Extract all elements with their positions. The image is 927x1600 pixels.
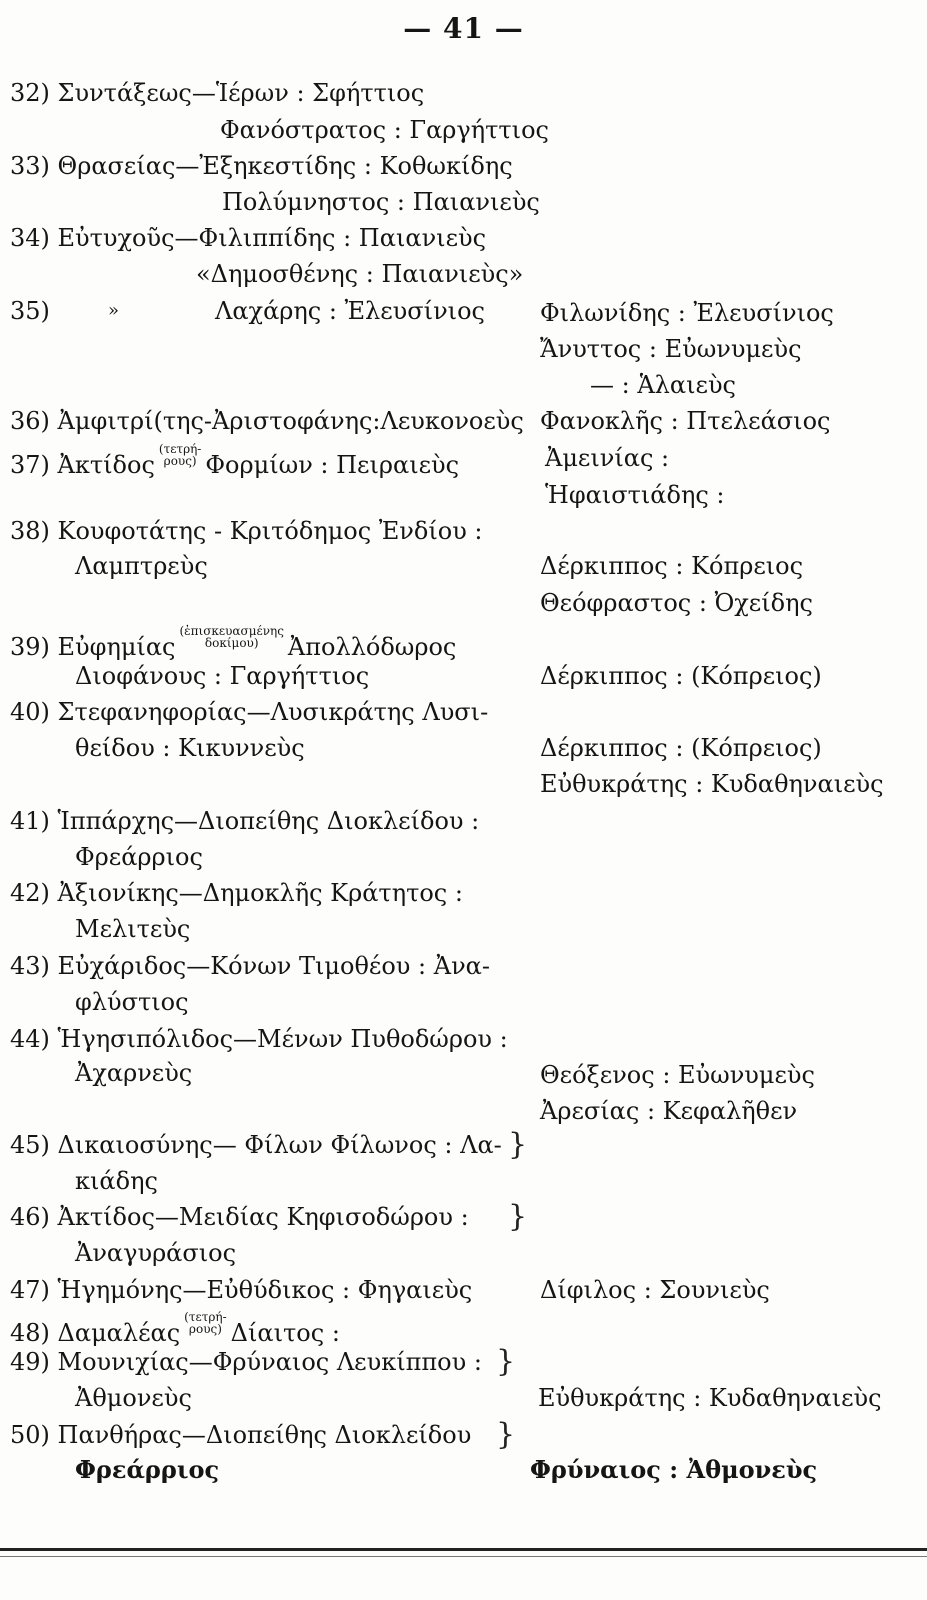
entry-49-line-1: 49) Μουνιχίας—Φρύναιος Λευκίππου : bbox=[10, 1348, 482, 1376]
entry-35-right-2: Ἄνυττος : Εὐωνυμεὺς bbox=[540, 335, 802, 363]
entry-40-line-2: θείδου : Κικυννεὺς bbox=[75, 734, 305, 762]
brace-49: } bbox=[496, 1344, 516, 1379]
entry-35-right-3: — : Ἁλαιεὺς bbox=[590, 371, 736, 399]
entry-44-right-1: Θεόξενος : Εὐωνυμεὺς bbox=[540, 1061, 815, 1089]
entry-33-line-1: 33) Θρασείας—Ἐξηκεστίδης : Κοθωκίδης bbox=[10, 152, 513, 180]
entry-39-line-1 bbox=[10, 625, 456, 662]
entry-39-right: Δέρκιππος : (Κόπρειος) bbox=[540, 662, 822, 690]
entry-35-line-1: Λαχάρης : Ἐλευσίνιος bbox=[215, 297, 485, 325]
bottom-rule-thin bbox=[0, 1556, 927, 1557]
entry-45-line-2: κιάδης bbox=[75, 1167, 158, 1195]
entry-43-line-1: 43) Εὐχάριδος—Κόνων Τιμοθέου : Ἀνα- bbox=[10, 952, 490, 980]
entry-48-superscript: (τετρή- ρους) bbox=[184, 1310, 227, 1336]
entry-37-line-1 bbox=[10, 443, 459, 480]
entry-37-name: Φορμίων : Πειραιεὺς bbox=[205, 451, 460, 479]
entry-40-line-1: 40) Στεφανηφορίας—Λυσικράτης Λυσι- bbox=[10, 698, 489, 726]
entry-35-right-1: Φιλωνίδης : Ἐλευσίνιος bbox=[540, 299, 834, 327]
entry-41-line-1: 41) Ἱππάρχης—Διοπείθης Διοκλείδου : bbox=[10, 807, 480, 835]
entry-35-ditto-mark: » bbox=[108, 300, 120, 321]
entry-48-title: 48) Δαμαλέας bbox=[10, 1319, 181, 1347]
entry-37-right-2: Ἡφαιστιάδης : bbox=[545, 481, 725, 509]
entry-50-right: Φρύναιος : Ἀθμονεὺς bbox=[530, 1455, 818, 1484]
entry-49-line-2: Ἀθμονεὺς bbox=[75, 1384, 192, 1412]
entry-34-line-2: «Δημοσθένης : Παιανιεὺς» bbox=[196, 260, 524, 288]
entry-37-right-1: Ἀμεινίας : bbox=[545, 444, 670, 472]
brace-46: } bbox=[508, 1199, 528, 1234]
entry-39-line-2: Διοφάνους : Γαργήττιος bbox=[75, 662, 370, 690]
entry-46-line-2: Ἀναγυράσιος bbox=[75, 1239, 237, 1267]
entry-47-right: Δίφιλος : Σουνιεὺς bbox=[540, 1276, 770, 1304]
entry-36-right: Φανοκλῆς : Πτελεάσιος bbox=[540, 407, 831, 435]
entry-32-line-2: Φανόστρατος : Γαργήττιος bbox=[220, 116, 549, 144]
entry-38-line-1: 38) Κουφοτάτης - Κριτόδημος Ἐνδίου : bbox=[10, 517, 483, 545]
entry-50-line-2: Φρεάρριος bbox=[75, 1455, 220, 1484]
entry-42-line-1: 42) Ἀξιονίκης—Δημοκλῆς Κράτητος : bbox=[10, 879, 463, 907]
entry-32-line-1: 32) Συντάξεως—Ἱέρων : Σφήττιος bbox=[10, 79, 425, 107]
entry-48-line-1 bbox=[10, 1311, 340, 1348]
entry-48-name: Δίαιτος : bbox=[230, 1319, 340, 1347]
entry-43-line-2: φλύστιος bbox=[75, 988, 189, 1016]
entry-41-line-2: Φρεάρριος bbox=[75, 843, 203, 871]
entry-50-line-1: 50) Πανθήρας—Διοπείθης Διοκλείδου bbox=[10, 1421, 472, 1449]
entry-39-title: 39) Εὐφημίας bbox=[10, 633, 176, 661]
brace-50: } bbox=[496, 1417, 516, 1452]
entry-34-line-1: 34) Εὐτυχοῦς—Φιλιππίδης : Παιανιεὺς bbox=[10, 224, 487, 252]
entry-40-right-2: Εὐθυκράτης : Κυδαθηναιεὺς bbox=[540, 770, 884, 798]
brace-45: } bbox=[508, 1127, 528, 1162]
entry-44-line-2: Ἀχαρνεὺς bbox=[75, 1059, 193, 1087]
entry-47-line-1: 47) Ἡγημόνης—Εὐθύδικος : Φηγαιεὺς bbox=[10, 1276, 473, 1304]
entry-37-superscript: (τετρή- ρους) bbox=[158, 442, 202, 468]
entry-42-line-2: Μελιτεὺς bbox=[75, 915, 191, 943]
entry-39-superscript: (ἐπισκευασμένης δοκίμου) bbox=[179, 624, 284, 650]
entry-36-line-1: 36) Ἀμφιτρί(της-Ἀριστοφάνης:Λευκονοεὺς bbox=[10, 407, 524, 435]
entry-46-line-1: 46) Ἀκτίδος—Μειδίας Κηφισοδώρου : bbox=[10, 1203, 469, 1231]
entry-37-title: 37) Ἀκτίδος bbox=[10, 451, 155, 479]
bottom-rule-thick bbox=[0, 1548, 927, 1551]
entry-45-line-1: 45) Δικαιοσύνης— Φίλων Φίλωνος : Λα- bbox=[10, 1131, 502, 1159]
entry-49-right: Εὐθυκράτης : Κυδαθηναιεὺς bbox=[538, 1384, 882, 1412]
entry-33-line-2: Πολύμνηστος : Παιανιεὺς bbox=[222, 188, 540, 216]
entry-44-right-2: Ἀρεσίας : Κεφαλῆθεν bbox=[540, 1097, 798, 1125]
page-number: — 41 — bbox=[403, 12, 524, 45]
entry-44-line-1: 44) Ἡγησιπόλιδος—Μένων Πυθοδώρου : bbox=[10, 1025, 508, 1053]
entry-38-right-2: Θεόφραστος : Ὀχείδης bbox=[540, 589, 813, 617]
entry-38-line-2: Λαμπτρεὺς bbox=[75, 552, 208, 580]
entry-39-name: Ἀπολλόδωρος bbox=[287, 633, 457, 661]
entry-35-number: 35) bbox=[10, 297, 50, 325]
entry-40-right-1: Δέρκιππος : (Κόπρειος) bbox=[540, 734, 822, 762]
entry-38-right-1: Δέρκιππος : Κόπρειος bbox=[540, 552, 804, 580]
